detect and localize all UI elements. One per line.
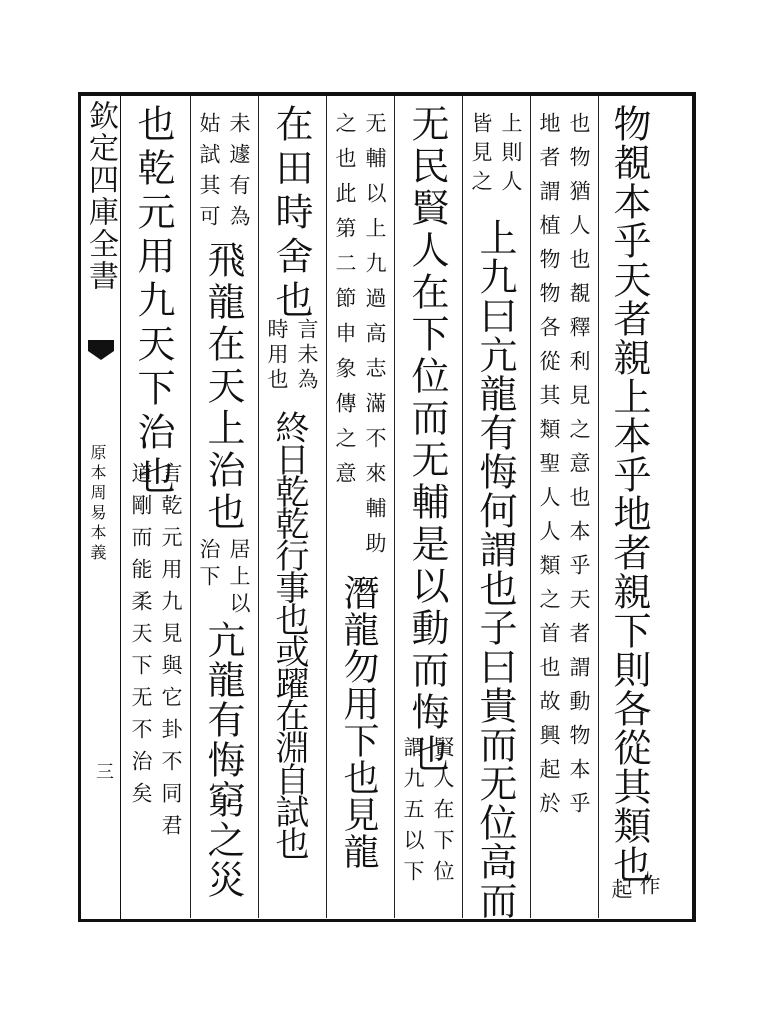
main-text-column: 潛龍勿用下也見龍 <box>338 574 379 870</box>
main-text-column: 亢龍有悔窮之災 <box>201 620 245 900</box>
note-text-column: 也物猶人也覩釋利見之意也本乎天者謂動物本乎 <box>567 112 591 826</box>
main-text-column: 物覩本乎天者親上本乎地者親下則各從其類也 <box>607 104 651 884</box>
note-text: 居上以 <box>227 538 251 619</box>
column-divider <box>258 96 259 918</box>
note-text-column: 地者謂植物物各從其類聖人人類之首也故興起於 <box>537 112 561 826</box>
column-divider <box>598 96 599 918</box>
note-text: 无輔以上九過高志滿不來輔助 <box>363 112 387 567</box>
note-text: 上則人 <box>499 112 523 199</box>
book-title: 欽定四庫全書 <box>83 100 118 292</box>
note-text: 道剛而能柔天下无不治矣 <box>129 462 153 814</box>
main-text-column: 在田時舍也 <box>269 104 313 324</box>
column-divider <box>394 96 395 918</box>
column-divider <box>462 96 463 918</box>
note-text: 時用也 <box>265 318 289 393</box>
main-text-column: 上九曰亢龍有悔何謂也子曰貴而无位高而 <box>473 218 517 920</box>
note-text: 言未為 <box>295 318 319 393</box>
column-divider <box>190 96 191 918</box>
note-text: 未遽有為 <box>227 112 251 236</box>
note-text: 謂九五以下 <box>401 736 425 891</box>
note-text: 皆見之 <box>469 112 493 199</box>
main-text-column: 飛龍在天上治也 <box>201 240 245 534</box>
column-divider <box>530 96 531 918</box>
note-text: 之也此第二節申象傳之意 <box>333 112 357 497</box>
main-text-column: 終日乾乾行事也或躍在淵自試也 <box>269 410 309 858</box>
column-divider <box>326 96 327 918</box>
note-text: 起 <box>609 878 633 901</box>
volume-title: 原本周易本義 <box>88 444 107 564</box>
note-text: 作 <box>637 874 661 897</box>
main-text-column: 也乾元用九天下治也 <box>131 104 175 500</box>
note-text: 姑試其可 <box>197 112 221 236</box>
main-text-column: 无民賢人在下位而无輔是以動而悔也 <box>405 104 449 776</box>
note-text: 言乾元用九見與它卦不同君 <box>159 462 183 846</box>
note-text: 賢人在下位 <box>431 736 455 891</box>
page-number: 三 <box>93 762 114 780</box>
note-text: 治下 <box>197 538 221 592</box>
